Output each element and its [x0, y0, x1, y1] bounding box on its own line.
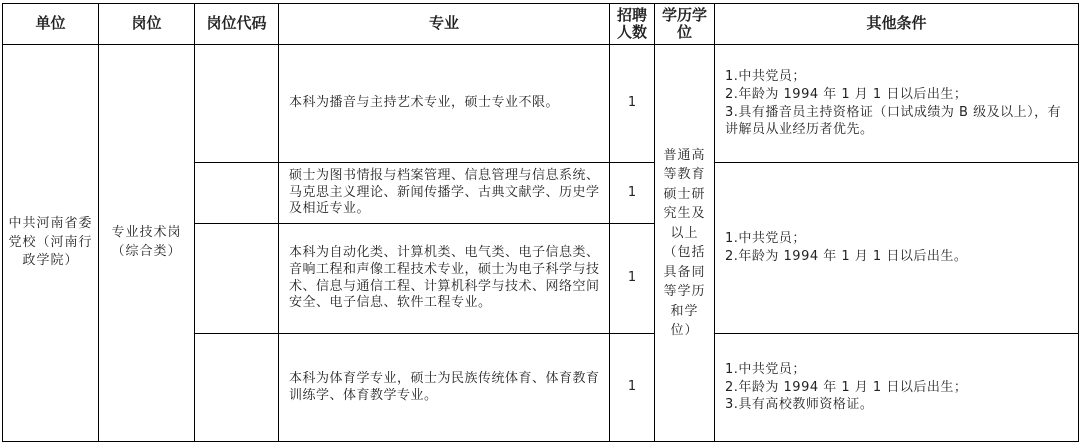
- count-cell: 1: [610, 163, 655, 224]
- post-cell: 专业技术岗（综合类）: [99, 45, 195, 442]
- unit-cell: 中共河南省委党校（河南行政学院）: [3, 45, 99, 442]
- condition-line: 1.中共党员；: [725, 231, 806, 247]
- condition-line: 2.年龄为 1994 年 1 月 1 日以后出生。: [725, 249, 968, 264]
- conditions-cell: [715, 45, 1079, 163]
- header-code: 岗位代码: [195, 4, 279, 45]
- condition-line: 3.具有高校教师资格证。: [725, 397, 874, 413]
- education-cell: 普通高等教育硕士研究生及以上（包括具备同等学历和学位）: [655, 45, 715, 442]
- table-row: [3, 45, 1079, 163]
- recruitment-table: [2, 3, 1079, 442]
- code-cell: [195, 163, 279, 224]
- condition-line: 1.中共党员；: [725, 362, 806, 378]
- conditions-cell: [715, 163, 1079, 334]
- conditions-cell: [715, 334, 1079, 442]
- header-other: 其他条件: [715, 4, 1079, 45]
- header-post: 岗位: [99, 4, 195, 45]
- condition-line: 2.年龄为 1994 年 1 月 1 日以后出生；: [725, 86, 968, 102]
- major-cell: 本科为体育学专业，硕士为民族传统体育、体育教育训练学、体育教学专业。: [279, 334, 610, 442]
- code-cell: [195, 334, 279, 442]
- count-cell: 1: [610, 224, 655, 334]
- header-count: 招聘人数: [610, 4, 655, 45]
- header-edu: 学历学位: [655, 4, 715, 45]
- code-cell: [195, 45, 279, 163]
- header-row: [3, 4, 1079, 45]
- major-cell: 本科为播音与主持艺术专业，硕士专业不限。: [279, 45, 610, 163]
- major-cell: 本科为自动化类、计算机类、电气类、电子信息类、音响工程和声像工程技术专业，硕士为电子科学与技术、信息与通信工程、计算机科学与技术、网络空间安全、电子信息、软件工程专业。: [279, 224, 610, 334]
- count-cell: 1: [610, 334, 655, 442]
- code-cell: [195, 224, 279, 334]
- count-cell: 1: [610, 45, 655, 163]
- condition-line: 2.年龄为 1994 年 1 月 1 日以后出生；: [725, 379, 968, 395]
- condition-line: 1.中共党员；: [725, 69, 806, 85]
- header-major: 专业: [279, 4, 610, 45]
- condition-line: 3.具有播音员主持资格证（口试成绩为 B 级及以上），有讲解员从业经历者优先。: [725, 104, 1062, 138]
- header-unit: 单位: [3, 4, 99, 45]
- major-cell: 硕士为图书情报与档案管理、信息管理与信息系统、马克思主义理论、新闻传播学、古典文献学、历史学及相近专业。: [279, 163, 610, 224]
